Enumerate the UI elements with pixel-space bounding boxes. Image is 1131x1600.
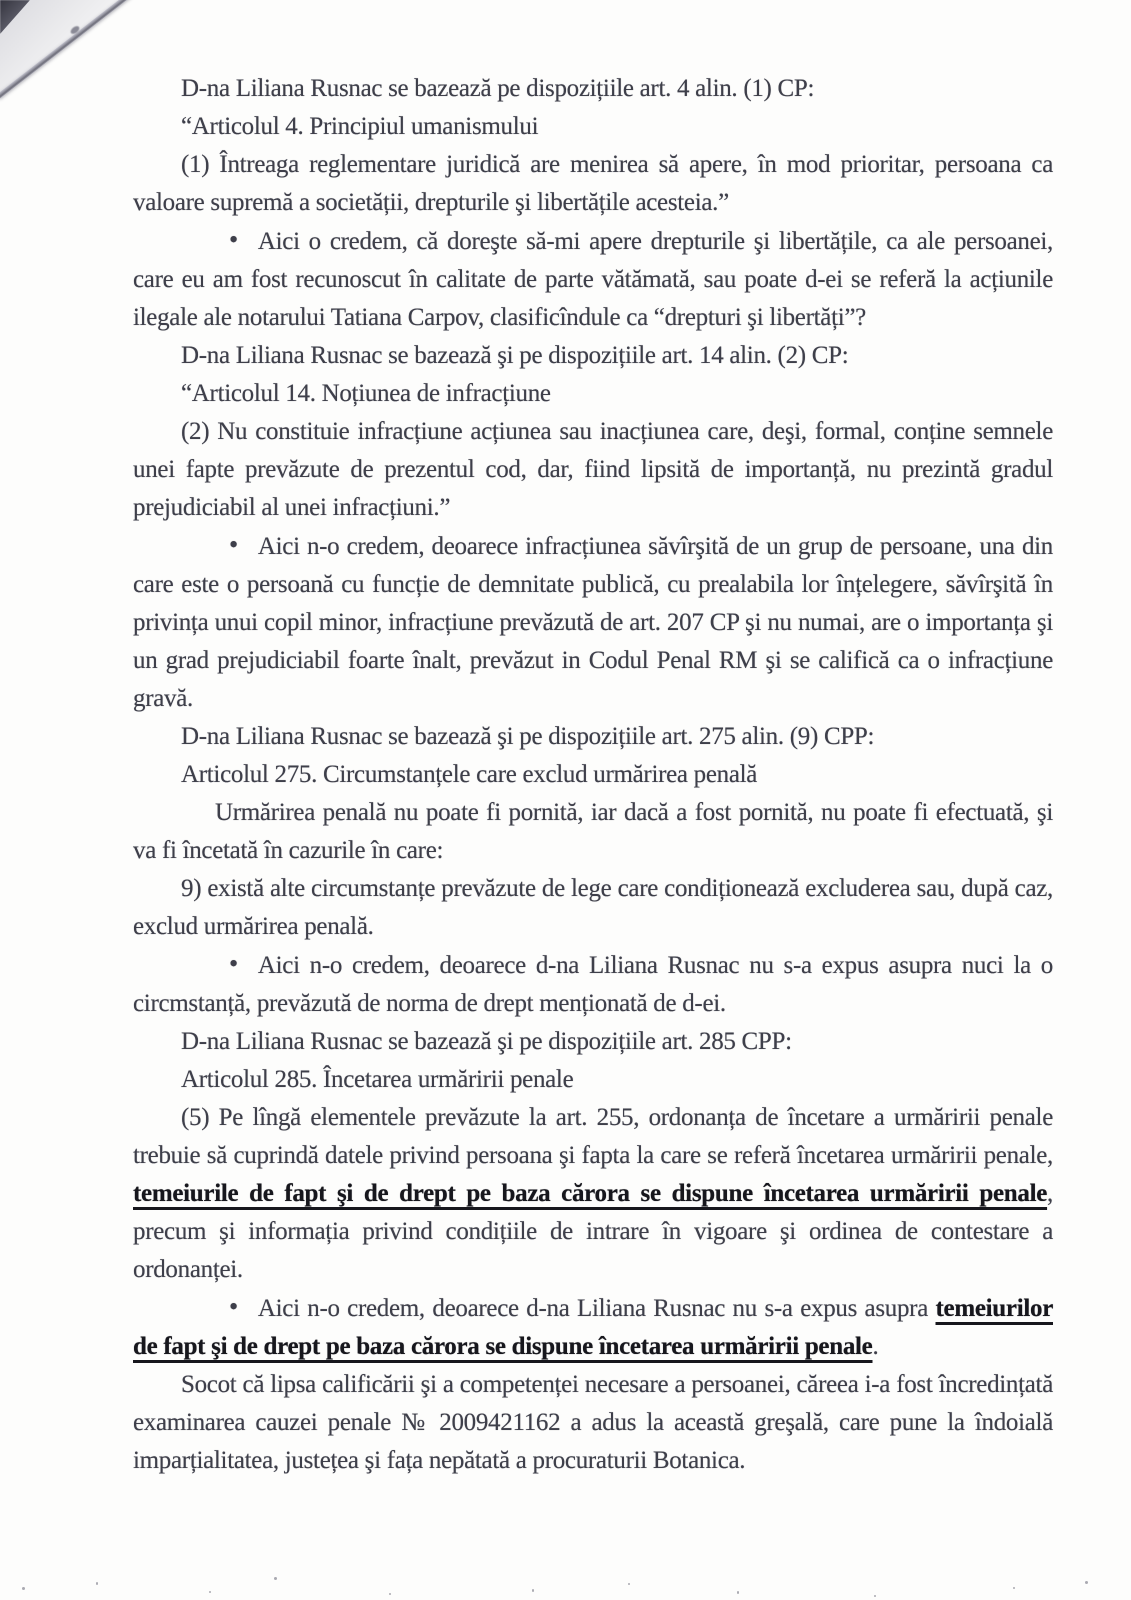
bullet-icon: • bbox=[229, 949, 238, 978]
paragraph-text: D-na Liliana Rusnac se bazează şi pe dispozițiile art. 275 alin. (9) CPP: bbox=[181, 723, 875, 750]
bullet-icon: • bbox=[229, 225, 238, 254]
paragraph-bullet-comment-2 bbox=[133, 527, 1053, 718]
paragraph-text: 9) există alte circumstanțe prevăzute de lege care condiționează excluderea sau, după caz, exclud urmărirea penală. bbox=[133, 875, 1053, 940]
scan-speck bbox=[737, 1591, 739, 1594]
bullet-icon: • bbox=[229, 530, 238, 559]
paragraph-article285-title bbox=[133, 1061, 1053, 1099]
paragraph-text: (5) Pe lîngă elementele prevăzute la art. 255, ordonanța de încetare a urmăririi penale trebuie să cuprindă datele privind persoana şi fapta la care se referă încetarea urmăririi penale, bbox=[133, 1104, 1053, 1169]
paragraph-citation-art4 bbox=[133, 70, 1053, 108]
paragraph-text: . bbox=[872, 1333, 879, 1360]
scan-speck bbox=[532, 1589, 534, 1592]
paragraph-text: Aici n-o credem, deoarece infracțiunea săvîrşită de un grup de persoane, una din care este o persoană cu funcție de demnitate publică, cu prealabila lor înțelegere, săvîrşită în privința unui copil minor, infracțiune prevăzută de art. 207 CP şi nu numai, are o importanța şi un grad prejudiciabil foarte înalt, prevăzut in Codul Penal RM şi se califică ca o infracțiune gravă. bbox=[133, 533, 1053, 712]
paragraph-text: (2) Nu constituie infracțiune acțiunea sau inacțiunea care, deşi, formal, conține semnele unei fapte prevăzute de prezentul cod, dar, fiind lipsită de importanță, nu prezintă gradul prejudiciabil al unei infracțiuni.” bbox=[133, 418, 1053, 521]
paragraph-text: Articolul 275. Circumstanțele care exclud urmărirea penală bbox=[181, 761, 758, 788]
paragraph-bullet-comment-4 bbox=[133, 1289, 1053, 1366]
scan-speck bbox=[96, 1582, 98, 1585]
paragraph-article275-pt9 bbox=[133, 870, 1053, 946]
scan-speck bbox=[22, 1587, 25, 1590]
paragraph-article275-title bbox=[133, 756, 1053, 794]
paragraph-text: “Articolul 4. Principiul umanismului bbox=[181, 113, 539, 140]
emphasized-legal-phrase: temeiurile de fapt şi de drept pe baza cărora se dispune încetarea urmăririi penale bbox=[133, 1180, 1048, 1207]
scan-speck bbox=[1013, 1587, 1015, 1589]
paragraph-text: Articolul 285. Încetarea urmăririi penale bbox=[181, 1066, 574, 1093]
paragraph-text: Aici n-o credem, deoarece d-na Liliana Rusnac nu s-a expus asupra nuci la o circmstanță, prevăzută de norma de drept menționată de d-ei. bbox=[133, 952, 1053, 1017]
scan-speck bbox=[209, 1591, 211, 1593]
paragraph-citation-art285 bbox=[133, 1023, 1053, 1061]
paragraph-text: (1) Întreaga reglementare juridică are menirea să apere, în mod prioritar, persoana ca valoare supremă a societății, drepturile şi libertățile acesteia.” bbox=[133, 151, 1053, 216]
document-text-block bbox=[133, 70, 1053, 1480]
paragraph-text: Urmărirea penală nu poate fi pornită, iar dacă a fost pornită, nu poate fi efectuată, şi va fi încetată în cazurile în care: bbox=[133, 799, 1053, 864]
paragraph-article4-body bbox=[133, 146, 1053, 222]
paragraph-conclusion bbox=[133, 1366, 1053, 1480]
scan-speck bbox=[274, 1577, 277, 1580]
paragraph-text: , precum şi informația privind condițiile de intrare în vigoare şi ordinea de contestare a ordonanței. bbox=[133, 1180, 1053, 1283]
paragraph-citation-art275 bbox=[133, 718, 1053, 756]
paragraph-text: D-na Liliana Rusnac se bazează pe dispozițiile art. 4 alin. (1) CP: bbox=[181, 75, 815, 102]
bullet-icon: • bbox=[229, 1292, 238, 1321]
paragraph-bullet-comment-3 bbox=[133, 946, 1053, 1023]
emphasized-legal-phrase: temeiurilor de fapt şi de drept pe baza cărora se dispune încetarea urmăririi penale bbox=[133, 1295, 1053, 1360]
scan-speck bbox=[628, 1583, 630, 1585]
paragraph-article275-body bbox=[133, 794, 1053, 870]
paragraph-text: Socot că lipsa calificării şi a competenței necesare a persoanei, căreea i-a fost încredințată examinarea cauzei penale № 2009421162 a adus la această greşală, care pune la îndoială imparțialitatea, justețea şi fața nepătată a procuraturii Botanica. bbox=[133, 1371, 1053, 1474]
paragraph-article14-title bbox=[133, 375, 1053, 413]
paragraph-text: D-na Liliana Rusnac se bazează şi pe dispozițiile art. 14 alin. (2) CP: bbox=[181, 342, 849, 369]
paragraph-text: Aici o credem, că doreşte să-mi apere drepturile şi libertățile, ca ale persoanei, care eu am fost recunoscut în calitate de parte vătămată, sau poate d-ei se referă la acțiunile ilegale ale notarului Tatiana Carpov, clasificîndule ca “drepturi şi libertăți”? bbox=[133, 228, 1053, 331]
scan-speck bbox=[1085, 1581, 1088, 1584]
paragraph-text: “Articolul 14. Noțiunea de infracțiune bbox=[181, 380, 551, 407]
paragraph-text: Aici n-o credem, deoarece d-na Liliana Rusnac nu s-a expus asupra bbox=[257, 1295, 936, 1322]
scan-speck bbox=[874, 1595, 876, 1597]
paragraph-text: D-na Liliana Rusnac se bazează şi pe dispozițiile art. 285 CPP: bbox=[181, 1028, 792, 1055]
paragraph-article285-body bbox=[133, 1099, 1053, 1289]
paragraph-citation-art14 bbox=[133, 337, 1053, 375]
paragraph-article4-title bbox=[133, 108, 1053, 146]
scan-speck bbox=[389, 1593, 391, 1595]
paragraph-article14-body bbox=[133, 413, 1053, 527]
paragraph-bullet-comment-1 bbox=[133, 222, 1053, 337]
